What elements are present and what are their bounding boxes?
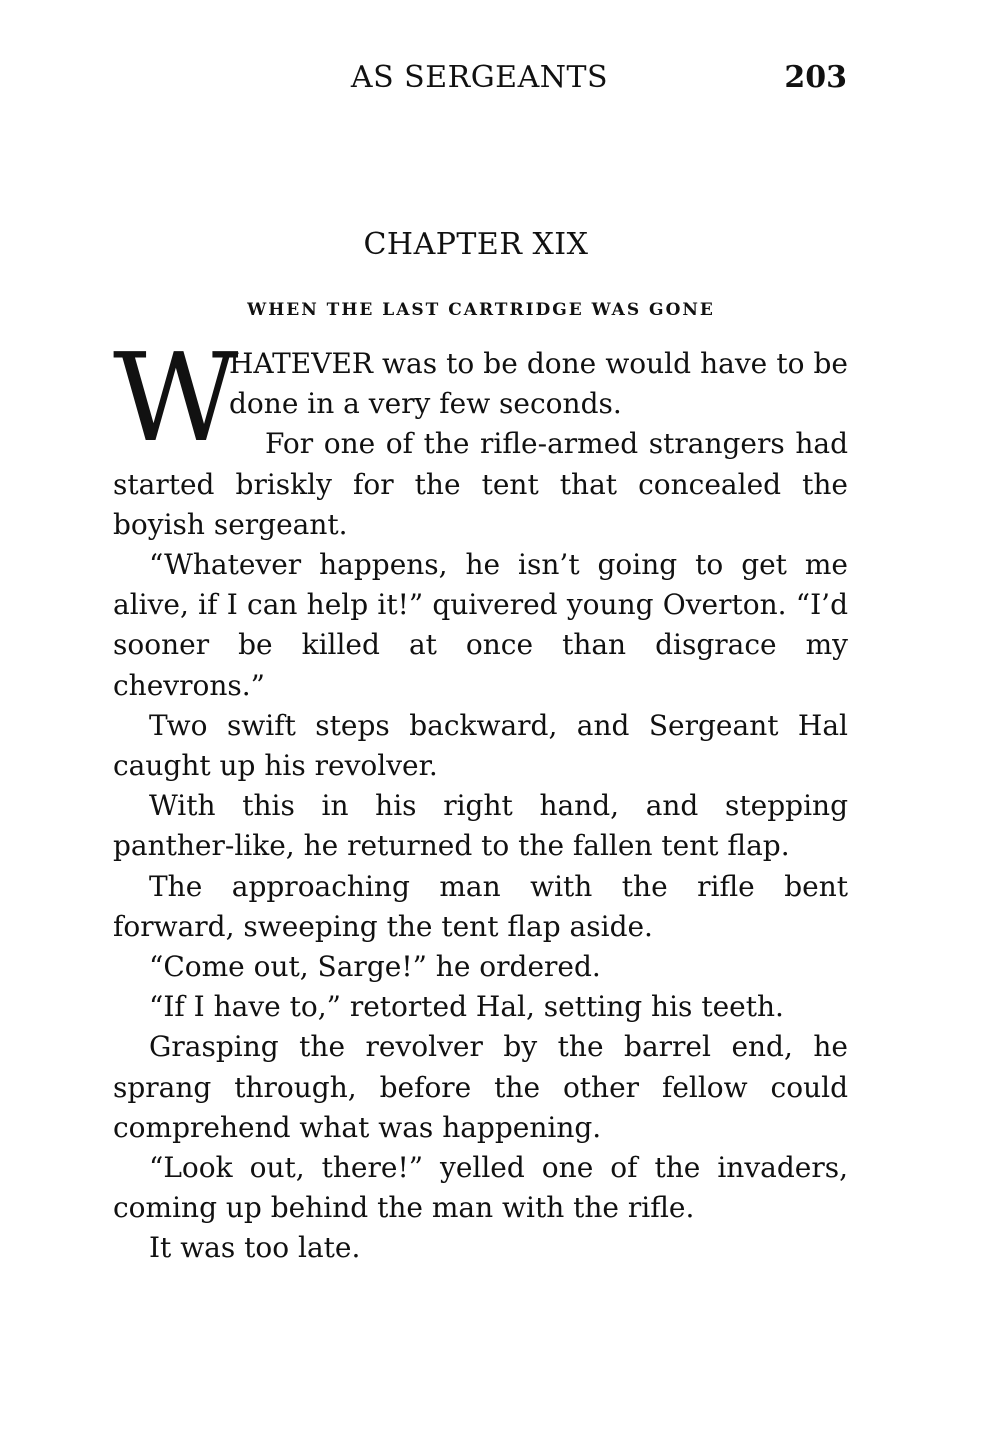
paragraph: “If I have to,” retorted Hal, setting his teeth.	[149, 990, 784, 1024]
chapter-title: CHAPTER XIX	[363, 227, 589, 262]
opening-line-2: to be done in a very few seconds.	[229, 347, 848, 421]
opening-paragraph-continued: For one of the rifle-armed strangers had started briskly for the tent that concealed the boyish sergeant.	[113, 427, 848, 541]
paragraph: Grasping the revolver by the barrel end, he sprang through, before the other fellow could comprehend what was happening.	[113, 1030, 848, 1144]
chapter-subtitle: WHEN THE LAST CARTRIDGE WAS GONE	[247, 300, 715, 320]
running-title: AS SERGEANTS	[350, 60, 609, 95]
paragraph: “Come out, Sarge!” he ordered.	[149, 950, 601, 984]
paragraph: “Whatever happens, he isn’t going to get me alive, if I can help it!” quivered young Overton. “I’d sooner be killed at once than disgrace my chevrons.”	[113, 548, 848, 702]
paragraph: With this in his right hand, and stepping panther-like, he returned to the fallen tent flap.	[113, 789, 848, 863]
opening-line-1: HATEVER was to be done would have	[229, 347, 768, 380]
paragraph: It was too late.	[149, 1231, 361, 1265]
paragraph: Two swift steps backward, and Sergeant Hal caught up his revolver.	[113, 708, 848, 783]
running-head	[112, 56, 847, 100]
drop-cap: W	[113, 327, 239, 469]
page-number: 203	[784, 60, 847, 95]
opening-paragraph	[113, 327, 848, 469]
paragraph: “Look out, there!” yelled one of the invaders, coming up behind the man with the rifle.	[113, 1151, 848, 1225]
paragraph: The approaching man with the rifle bent forward, sweeping the tent flap aside.	[113, 869, 848, 943]
body-text	[113, 327, 848, 1269]
